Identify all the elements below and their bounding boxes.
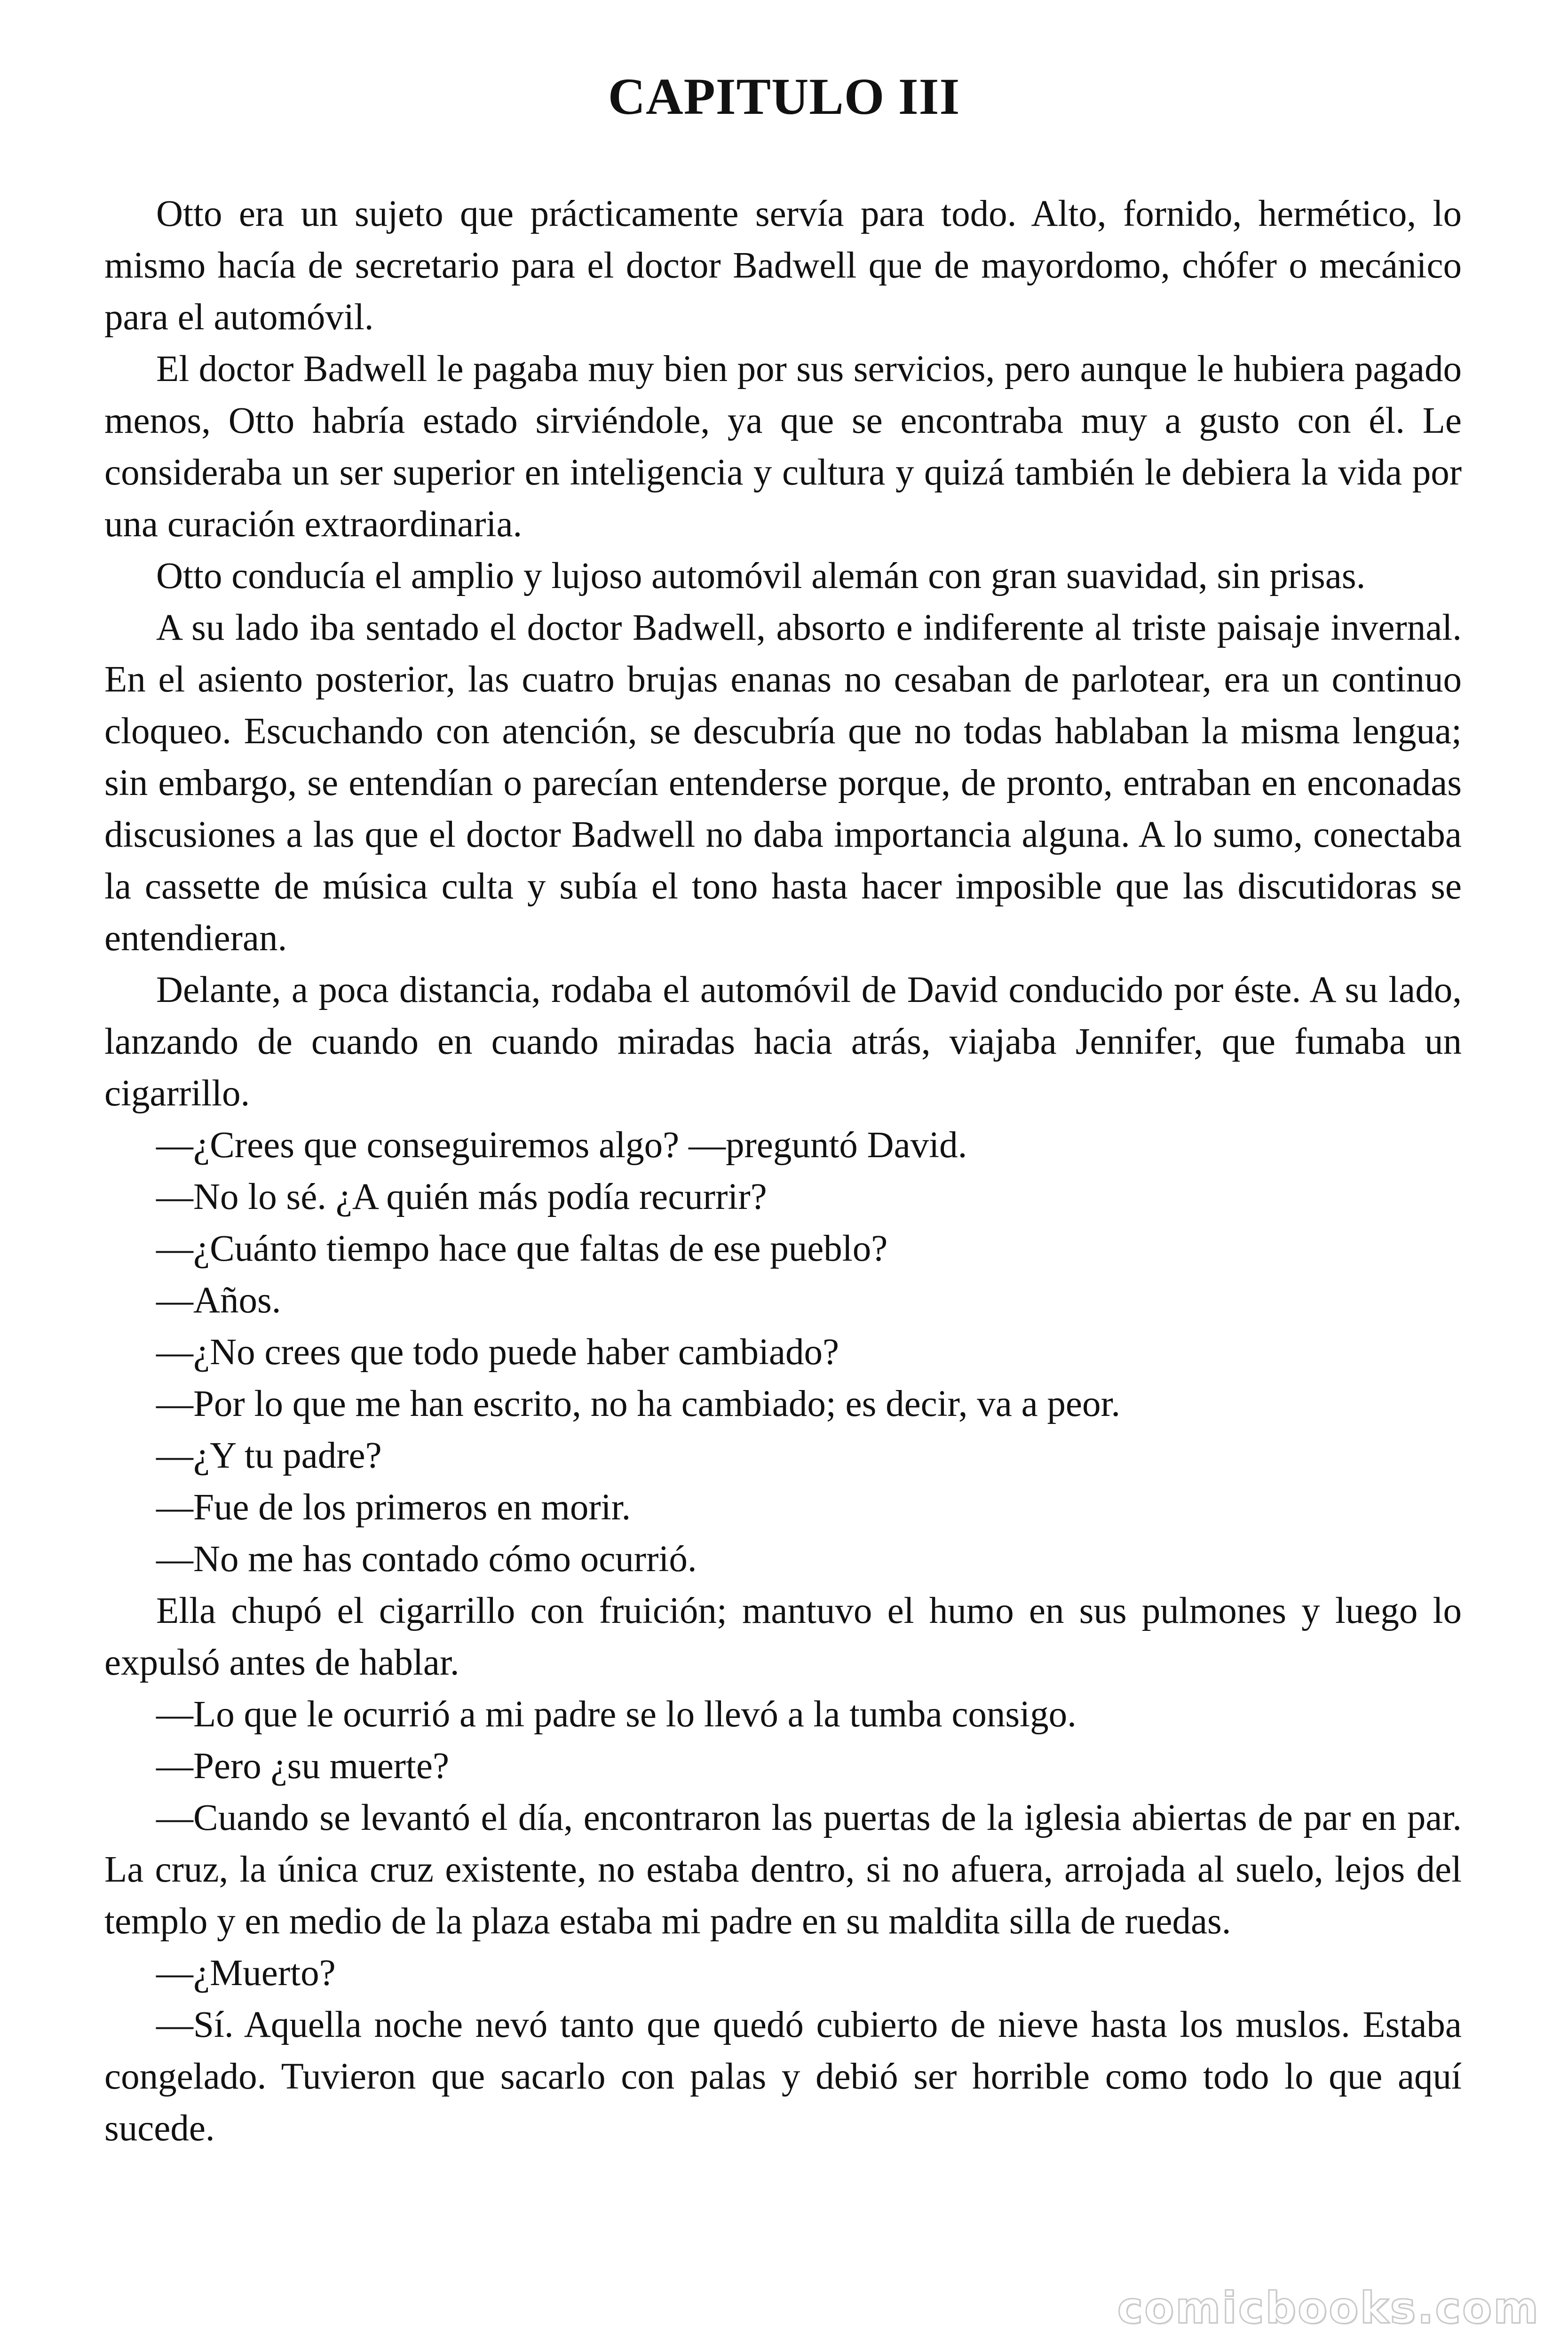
- dialogue-line: —No me has contado cómo ocurrió.: [156, 1539, 697, 1580]
- dialogue-line: —¿Crees que conseguiremos algo? —preguntó David.: [156, 1125, 967, 1166]
- paragraph: A su lado iba sentado el doctor Badwell, absorto e indiferente al triste paisaje invernal. En el asiento posterior, las cuatro brujas enanas no cesaban de parlotear, era un continuo cloqueo. Escuchando con atención, se descubría que no todas hablaban la misma lengua; sin embargo, se entendían o parecían entenderse porque, de pronto, entraban en enconadas discusiones a las que el doctor Badwell no daba importancia alguna. A lo sumo, conectaba la cassette de música culta y subía el tono hasta hacer imposible que las discutidoras se entendieran.: [104, 607, 1462, 959]
- dialogue-line: —¿No crees que todo puede haber cambiado?: [156, 1332, 839, 1373]
- paragraph: Otto conducía el amplio y lujoso automóvil alemán con gran suavidad, sin prisas.: [156, 556, 1366, 596]
- dialogue-line: —Sí. Aquella noche nevó tanto que quedó cubierto de nieve hasta los muslos. Estaba congelado. Tuvieron que sacarlo con palas y debió ser horrible como todo lo que aquí sucede.: [104, 2004, 1462, 2149]
- watermark: comicbooks.com: [1117, 2283, 1540, 2333]
- dialogue-line: —¿Y tu padre?: [156, 1435, 382, 1476]
- dialogue-line: —Pero ¿su muerte?: [156, 1746, 450, 1787]
- body-text: [104, 188, 1462, 2154]
- chapter-title: CAPITULO III: [608, 68, 960, 125]
- paragraph: Ella chupó el cigarrillo con fruición; mantuvo el humo en sus pulmones y luego lo expulsó antes de hablar.: [104, 1590, 1462, 1683]
- paragraph: Otto era un sujeto que prácticamente servía para todo. Alto, fornido, hermético, lo mismo hacía de secretario para el doctor Badwell que de mayordomo, chófer o mecánico para el automóvil.: [104, 193, 1462, 338]
- dialogue-line: —Por lo que me han escrito, no ha cambiado; es decir, va a peor.: [156, 1383, 1121, 1424]
- dialogue-line: —Años.: [156, 1280, 281, 1321]
- dialogue-line: —¿Muerto?: [156, 1953, 336, 1994]
- dialogue-line: —No lo sé. ¿A quién más podía recurrir?: [156, 1176, 767, 1217]
- dialogue-line: —Cuando se levantó el día, encontraron las puertas de la iglesia abiertas de par en par. La cruz, la única cruz existente, no estaba dentro, si no afuera, arrojada al suelo, lejos del templo y en medio de la plaza estaba mi padre en su maldita silla de ruedas.: [104, 1797, 1462, 1942]
- paragraph: El doctor Badwell le pagaba muy bien por sus servicios, pero aunque le hubiera pagado menos, Otto habría estado sirviéndole, ya que se encontraba muy a gusto con él. Le consideraba un ser superior en inteligencia y cultura y quizá también le debiera la vida por una curación extraordinaria.: [104, 349, 1462, 545]
- dialogue-line: —¿Cuánto tiempo hace que faltas de ese pueblo?: [156, 1228, 888, 1269]
- dialogue-line: —Lo que le ocurrió a mi padre se lo llevó a la tumba consigo.: [156, 1694, 1077, 1735]
- paragraph: Delante, a poca distancia, rodaba el automóvil de David conducido por éste. A su lado, lanzando de cuando en cuando miradas hacia atrás, viajaba Jennifer, que fumaba un cigarrillo.: [104, 969, 1462, 1114]
- dialogue-line: —Fue de los primeros en morir.: [156, 1487, 631, 1528]
